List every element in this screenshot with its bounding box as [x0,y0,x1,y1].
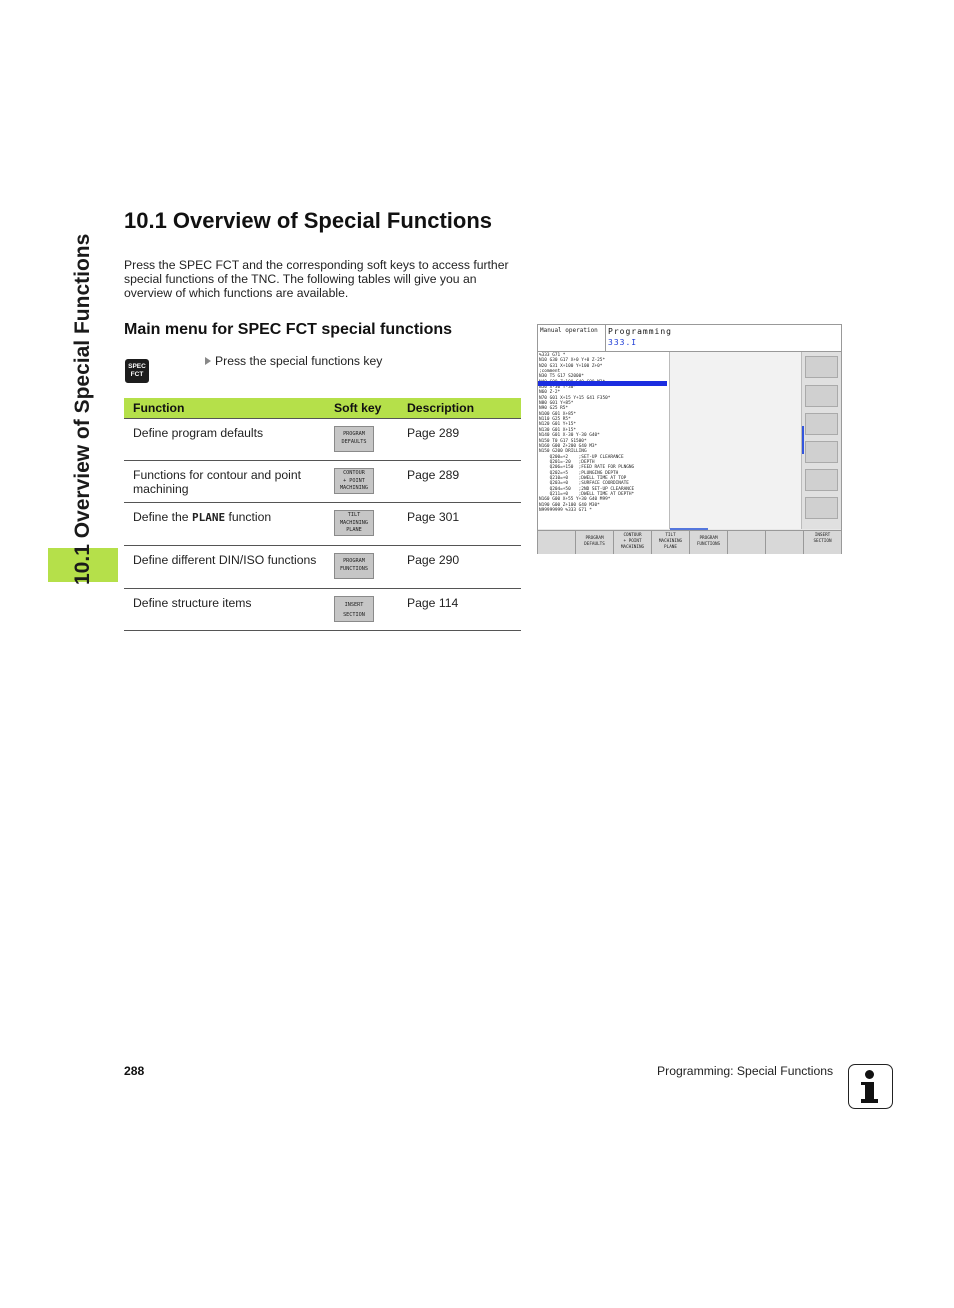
row-function: Functions for contour and point machining [133,468,302,496]
operating-mode: Programming [608,327,672,336]
row-page: Page 289 [407,426,460,440]
row-page: Page 289 [407,468,460,482]
page-number: 288 [124,1064,145,1078]
step-instruction [205,354,382,368]
softkey-empty[interactable] [728,531,766,554]
current-line-highlight [538,381,667,386]
program-functions-softkey: PROGRAM FUNCTIONS [334,553,374,579]
row-function: Define the PLANE function [133,510,272,524]
spec-key-line2: FCT [130,371,144,378]
tilt-machining-plane-softkey: TILT MACHINING PLANE [334,510,374,536]
table-row [124,589,521,631]
step-text: Press the special functions key [215,354,383,368]
functions-table [124,398,521,631]
table-row [124,461,521,503]
side-softkey[interactable] [805,413,838,435]
header-description: Description [407,401,475,415]
intro-paragraph: Press the SPEC FCT and the corresponding soft keys to access further special functions of the TNC. The following tables will give you an overview of which functions are available. [124,258,509,300]
softkey-program-functions[interactable]: PROGRAM FUNCTIONS [690,531,728,554]
page-title: 10.1 Overview of Special Functions [124,208,493,233]
screen-header [538,325,841,352]
softkey-row [538,530,841,554]
vertical-softkey-bar [802,352,841,529]
header-function: Function [133,401,185,415]
row-page: Page 290 [407,553,460,567]
section-heading: Main menu for SPEC FCT special functions [124,321,453,338]
info-icon [848,1064,893,1109]
machine-mode: Manual operation [540,327,598,334]
softkey-empty[interactable] [766,531,804,554]
program-file: 333.I [608,338,638,347]
softkey-contour-point-machining[interactable]: CONTOUR + POINT MACHINING [614,531,652,554]
tnc-screenshot [537,324,842,554]
softkey-program-defaults[interactable]: PROGRAM DEFAULTS [576,531,614,554]
side-softkey[interactable] [805,441,838,463]
side-tab-title: 10.1 Overview of Special Functions [71,233,94,585]
side-softkey[interactable] [805,497,838,519]
table-row [124,503,521,546]
table-row [124,546,521,589]
insert-section-softkey: INSERT SECTION [334,596,374,622]
row-page: Page 301 [407,510,460,524]
contour-point-machining-softkey: CONTOUR + POINT MACHINING [334,468,374,494]
row-function: Define structure items [133,596,252,610]
softkey-insert-section[interactable]: INSERT SECTION [813,533,832,544]
softkey-empty[interactable] [538,531,576,554]
side-softkey[interactable] [805,356,838,378]
row-function: Define different DIN/ISO functions [133,553,317,567]
program-lines: %333 G71 * N10 G30 G17 X+0 Y+0 Z-25* N20 G31 X+100 Y+100 Z+0* ;comment N30 T5 G17 S2000* N50 X-30 Y-30* N60 Z-2* N70 G01 X+15 Y+15 G41 F350* N80 G01 Y+85* N90 G25 R5* N100 G01 X+85* N110 G25 R5* N120 G01 Y+15* N130 G01 X+15* N140 G01 X-30 Y-30 G40* N150 T0 G17 S1500* N160 G00 Z+200 G40 M3* N150 G200 DRILLING Q200=+2 ;SET-UP CLEARANCE Q201=-20 ;DEPTH Q206=+150 ;FEED RATE FOR PLNGNG Q202=+5 ;PLUNGING DEPTH Q210=+0 ;DWELL TIME AT TOP Q203=+0 ;SURFACE COORDINATE Q204=+50 ;2ND SET-UP CLEARANCE Q211=+0 ;DWELL TIME AT DEPTH* N160 G00 X+55 Y+30 G40 M99* N190 G00 Z+100 G40 M30* N99999999 %333 G71 * [539,353,635,513]
header-softkey: Soft key [334,401,382,415]
chapter-title: Programming: Special Functions [657,1064,834,1078]
table-header [124,398,521,418]
side-softkey[interactable] [805,469,838,491]
plane-code: PLANE [191,511,226,524]
graphics-window [670,352,802,529]
spec-key-line1: SPEC [128,363,146,370]
spec-fct-key [125,359,149,383]
softkey-tilt-machining-plane[interactable]: TILT MACHINING PLANE [652,531,690,554]
triangle-right-icon [205,357,211,365]
program-listing [538,352,670,529]
side-softkey[interactable] [805,385,838,407]
program-defaults-softkey: PROGRAM DEFAULTS [334,426,374,452]
table-row [124,418,521,461]
row-page: Page 114 [407,596,459,610]
row-function: Define program defaults [133,426,264,440]
